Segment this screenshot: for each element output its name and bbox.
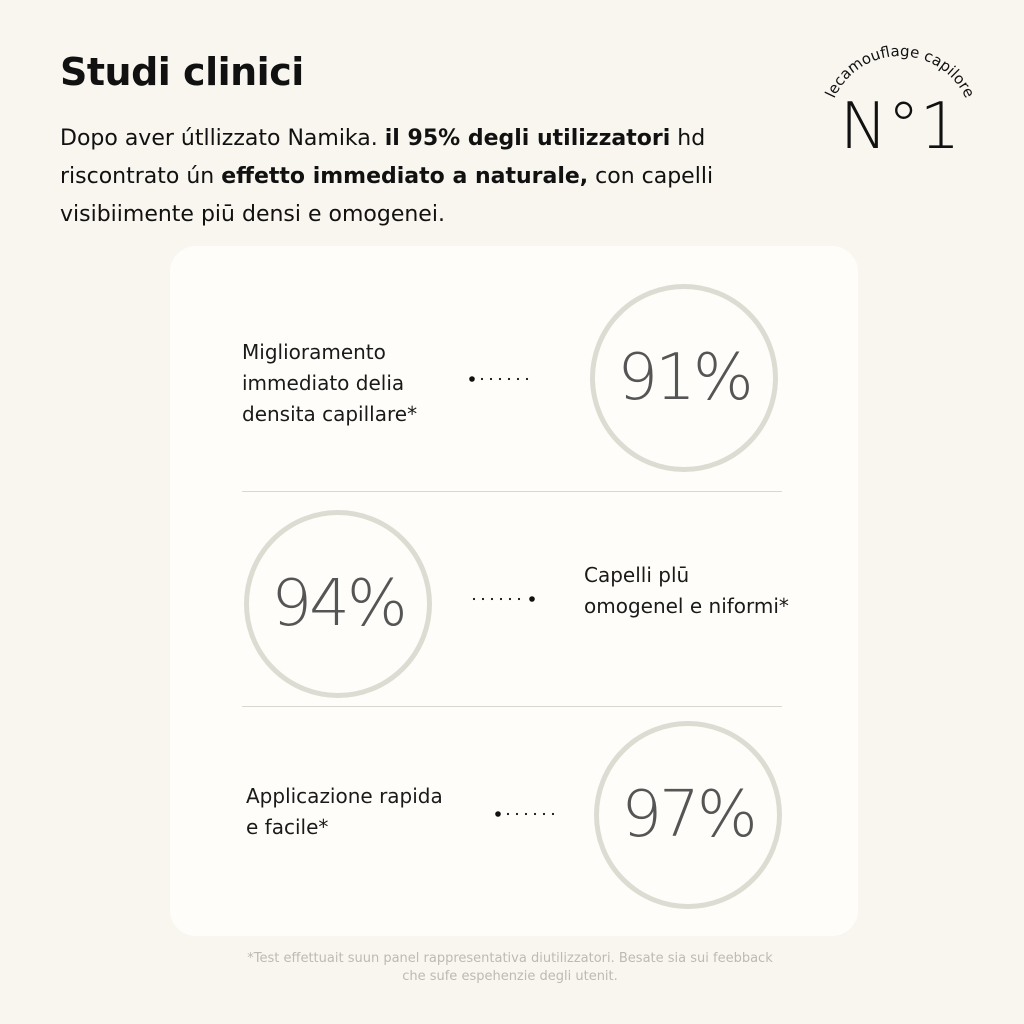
stat-circle-1 <box>590 284 778 472</box>
stat-label-2: Capelli plū omogenel e niformi* <box>584 563 789 618</box>
badge-rank: N°1 <box>839 90 961 164</box>
stat-circle-2 <box>244 510 432 698</box>
intro-highlight-1: il 95% degli utilizzatori <box>384 126 671 151</box>
page-title: Studi clinici <box>60 50 304 94</box>
stat-row-1 <box>170 246 858 491</box>
stat-label-1: Miglioramento immediato delia densita capillare* <box>242 340 418 426</box>
intro-text-1: Dopo aver útllizzato Namika. <box>60 126 385 151</box>
intro-paragraph <box>60 120 780 234</box>
leader-dots-1 <box>466 373 536 385</box>
stat-row-2 <box>170 492 858 707</box>
badge-arc-text: lecamouflage capilore <box>821 41 979 101</box>
ranking-badge <box>800 40 1000 200</box>
intro-highlight-2: effetto immediato a naturale, <box>221 164 589 189</box>
stats-card <box>170 246 858 936</box>
stat-circle-3 <box>594 721 782 909</box>
stat-value-2: 94% <box>271 567 405 641</box>
stat-value-3: 97% <box>621 778 755 852</box>
stat-value-1: 91% <box>617 341 751 415</box>
intro-text-3: con capelli visibiimente piū densi e omogenei. <box>60 164 714 227</box>
leader-dots-2 <box>470 593 540 605</box>
stat-row-3 <box>170 707 858 936</box>
stat-label-3: Applicazione rapida e facile* <box>246 784 443 839</box>
footnote: *Test effettuait suun panel rappresentativa diutilizzatori. Besate sia sui feebback che sufe espehenzie degli utenit. <box>247 951 773 984</box>
intro-text-2: hd riscontrato ún <box>60 126 706 189</box>
leader-dots-3 <box>492 808 562 820</box>
